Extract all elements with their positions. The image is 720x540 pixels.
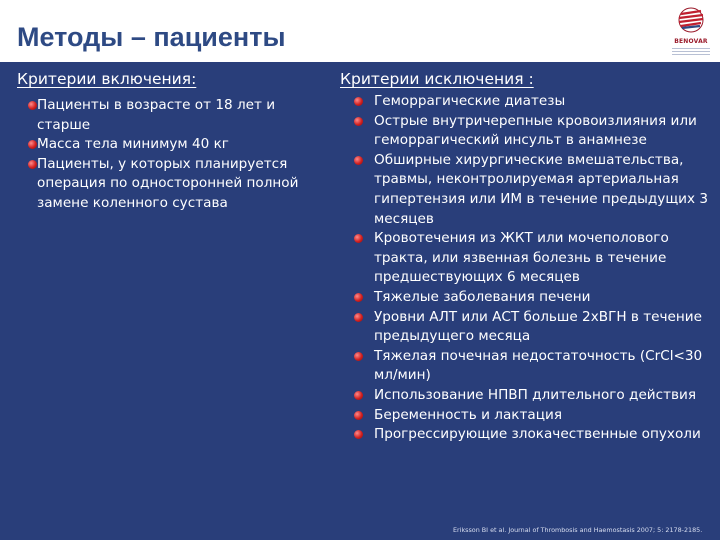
list-item-text: Масса тела минимум 40 кг — [37, 136, 229, 153]
bullet-icon — [354, 411, 363, 420]
citation: Eriksson BI et al. Journal of Thrombosis and Haemostasis 2007; 5: 2178-2185. — [453, 526, 703, 534]
bullet-icon — [354, 156, 363, 165]
list-item — [340, 386, 712, 406]
bullet-icon — [354, 234, 363, 243]
bullet-icon — [354, 352, 363, 361]
bullet-icon — [354, 391, 363, 400]
list-item-text: Геморрагические диатезы — [374, 93, 566, 109]
bullet-icon — [28, 160, 37, 169]
bullet-icon — [354, 117, 363, 126]
content-area — [0, 62, 720, 540]
list-item — [340, 406, 712, 426]
exclusion-column — [340, 62, 712, 445]
list-item-text: Уровни АЛТ или АСТ больше 2хВГН в течение предыдущего месяца — [374, 308, 702, 345]
list-item-text: Пациенты в возрасте от 18 лет и старше — [37, 97, 276, 133]
inclusion-heading: Критерии включения: — [17, 70, 197, 88]
logo-tagline — [672, 46, 710, 58]
list-item — [340, 308, 712, 347]
bullet-icon — [354, 430, 363, 439]
list-item-text: Пациенты, у которых планируется операция по односторонней полной замене коленного сустава — [37, 155, 299, 211]
list-item-text: Тяжелые заболевания печени — [374, 288, 591, 305]
list-item — [340, 151, 712, 229]
bullet-icon — [354, 313, 363, 322]
list-item-text: Кровотечения из ЖКТ или мочеполового тракта, или язвенная болезнь в течение предшествующих 6 месяцев — [374, 230, 669, 286]
exclusion-list — [340, 92, 712, 445]
page-title: Методы – пациенты — [17, 22, 286, 52]
list-item — [340, 229, 712, 288]
company-logo — [670, 6, 712, 58]
list-item-text: Использование НПВП длительного действия — [374, 386, 697, 403]
list-item — [340, 347, 712, 386]
list-item-text: Беременность и лактация — [374, 406, 563, 423]
list-item-text: Обширные хирургические вмешательства, травмы, неконтролируемая артериальная гипертензия или ИМ в течение предыдущих 3 месяцев — [374, 151, 709, 227]
bullet-icon — [28, 101, 37, 110]
logo-wordmark: BENOVAR — [674, 38, 708, 45]
header — [0, 0, 720, 62]
bullet-icon — [354, 293, 363, 302]
list-item-text: Прогрессирующие злокачественные опухоли — [374, 426, 701, 443]
list-item — [340, 92, 712, 112]
list-item — [340, 112, 712, 151]
list-item-text: Тяжелая почечная недостаточность (CrCl<30 мл/мин) — [374, 347, 703, 384]
inclusion-column — [17, 62, 317, 214]
list-item — [17, 96, 317, 135]
exclusion-heading: Критерии исключения : — [340, 70, 534, 88]
inclusion-list — [17, 96, 317, 214]
bullet-icon — [354, 97, 363, 106]
list-item — [340, 425, 712, 445]
globe-icon — [670, 6, 712, 38]
list-item-text: Острые внутричерепные кровоизлияния или геморрагический инсульт в анамнезе — [374, 112, 697, 149]
list-item — [17, 155, 317, 214]
bullet-icon — [28, 140, 37, 149]
list-item — [17, 135, 317, 155]
list-item — [340, 288, 712, 308]
